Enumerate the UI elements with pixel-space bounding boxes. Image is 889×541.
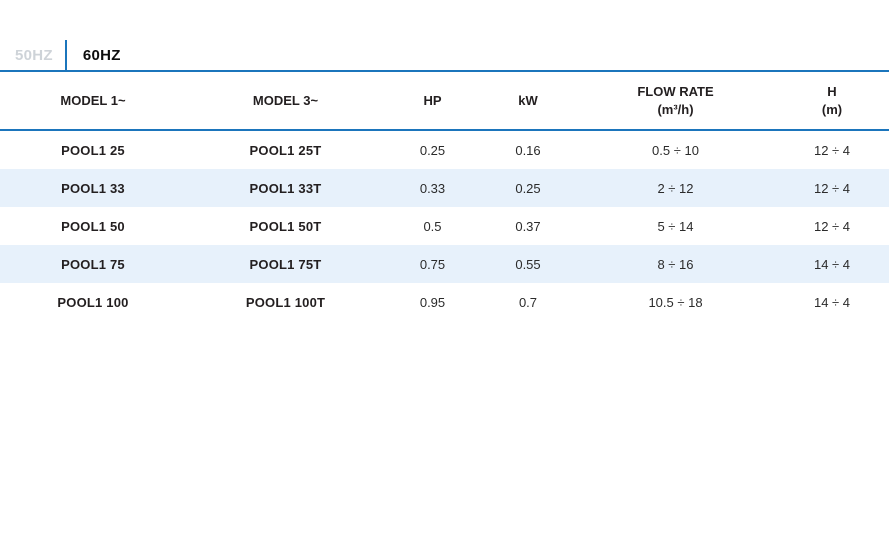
tab-50hz-label: 50HZ: [15, 46, 53, 64]
cell-kw: 0.7: [518, 294, 538, 310]
cell-model-3ph: POOL1 100T: [245, 294, 326, 310]
table-row: [0, 130, 889, 169]
cell-flow-rate: 0.5 ÷ 10: [652, 142, 699, 158]
column-header-head-unit: (m): [821, 101, 843, 117]
cell-hp: 0.5: [423, 218, 442, 234]
cell-model-1ph: POOL1 25: [61, 142, 125, 158]
cell-hp: 0.33: [419, 180, 446, 196]
cell-hp: 0.75: [419, 256, 446, 272]
column-header-kw: kW: [480, 72, 576, 130]
table-row: [0, 207, 889, 245]
column-header-flow-rate-unit: (m³/h): [657, 101, 694, 117]
cell-model-1ph: POOL1 50: [61, 218, 125, 234]
cell-head: 14 ÷ 4: [813, 256, 851, 272]
table-header: [0, 72, 889, 130]
cell-head: 14 ÷ 4: [813, 294, 851, 310]
column-header-model-1ph: MODEL 1~: [0, 72, 186, 130]
cell-head: 12 ÷ 4: [813, 180, 851, 196]
cell-flow-rate: 8 ÷ 16: [657, 256, 694, 272]
cell-kw: 0.37: [515, 218, 541, 234]
tab-50hz[interactable]: [0, 40, 65, 70]
cell-flow-rate: 2 ÷ 12: [657, 180, 694, 196]
cell-flow-rate: 5 ÷ 14: [657, 218, 694, 234]
cell-flow-rate: 10.5 ÷ 18: [648, 294, 703, 310]
table-row: [0, 283, 889, 321]
cell-hp: 0.25: [419, 142, 446, 158]
cell-head: 12 ÷ 4: [813, 142, 851, 158]
table-row: [0, 169, 889, 207]
pump-spec-table: [0, 72, 889, 321]
column-header-model-3ph: MODEL 3~: [186, 72, 385, 130]
cell-kw: 0.16: [515, 142, 541, 158]
column-header-head: H (m): [775, 72, 889, 130]
table-row: [0, 245, 889, 283]
column-header-flow-rate: FLOW RATE (m³/h): [576, 72, 775, 130]
cell-model-3ph: POOL1 25T: [249, 142, 322, 158]
tab-60hz-label: 60HZ: [82, 46, 121, 64]
tab-60hz[interactable]: [67, 40, 137, 70]
column-header-hp: HP: [385, 72, 480, 130]
cell-head: 12 ÷ 4: [813, 218, 851, 234]
cell-kw: 0.25: [515, 180, 541, 196]
cell-model-1ph: POOL1 33: [61, 180, 125, 196]
frequency-tabbar: [0, 40, 889, 72]
cell-model-1ph: POOL1 75: [61, 256, 125, 272]
cell-model-3ph: POOL1 75T: [249, 256, 322, 272]
cell-model-3ph: POOL1 33T: [249, 180, 322, 196]
cell-kw: 0.55: [515, 256, 541, 272]
cell-hp: 0.95: [419, 294, 446, 310]
cell-model-1ph: POOL1 100: [57, 294, 129, 310]
cell-model-3ph: POOL1 50T: [249, 218, 322, 234]
